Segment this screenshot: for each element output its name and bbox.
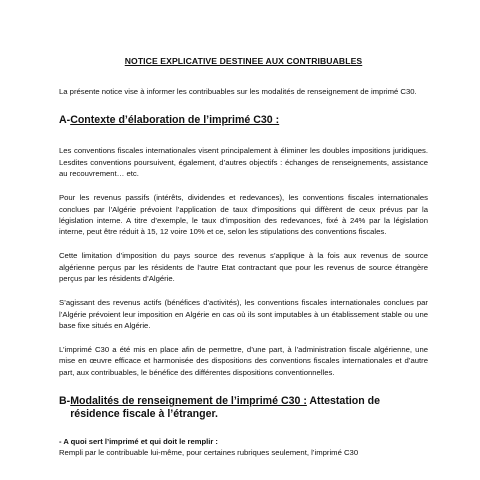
section-b-paragraph-1: Rempli par le contribuable lui-même, pour certaines rubriques seulement, l’imprimé C30 <box>59 448 359 458</box>
intro-paragraph: La présente notice vise à informer les contribuables sur les modalités de renseignement de imprimé C30. <box>59 87 417 96</box>
section-a-title: Contexte d’élaboration de l’imprimé C30 : <box>70 114 280 127</box>
section-a-paragraph-1: Les conventions fiscales internationales visent principalement à éliminer les doubles impositions juridiques. Lesdites conventions poursuivent, également, d’autres objectifs : échanges de renseignements, assistance au recouvrement… etc. <box>59 146 428 179</box>
document-title: NOTICE EXPLICATIVE DESTINEE AUX CONTRIBUABLES <box>124 56 363 66</box>
section-b-letter: B- <box>59 395 71 408</box>
section-a-paragraph-2: Pour les revenus passifs (intérêts, dividendes et redevances), les conventions fiscales internationales conclues par l’Algérie prévoient l’application de taux d’impositions qui diffèrent de ceux prévus par la législation interne. A titre d’exemple, le taux d’imposition des redevances, fixé à 24% par la législation interne, peut être réduit à 15, 12 voire 10% et ce, selon les stipulations des conventions fiscales. <box>59 193 428 237</box>
section-a-paragraph-5: L’imprimé C30 a été mis en place afin de permettre, d’une part, à l’administration fiscale algérienne, une mise en œuvre efficace et harmonisée des dispositions des conventions fiscales internationales et d’autre part, aux contribuables, le bénéfice des différentes dispositions conventionnelles. <box>59 345 428 377</box>
section-a-heading <box>59 114 428 127</box>
section-b-subtitle: Attestation de résidence fiscale à l’étranger. <box>70 395 381 421</box>
section-b-title: Modalités de renseignement de l’imprimé C30 : <box>70 395 307 408</box>
section-a-letter: A- <box>59 114 71 127</box>
section-b-heading <box>59 395 428 421</box>
section-a-paragraph-4: S’agissant des revenus actifs (bénéfices d’activités), les conventions fiscales internationales conclues par l’Algérie prévoient leur imposition en Algérie en cas où ils sont imputables à un établissement stable ou une base fixe situés en Algérie. <box>59 298 428 331</box>
section-a-paragraph-3: Cette limitation d’imposition du pays source des revenus s’applique à la fois aux revenus de source algérienne perçus par les résidents de l’autre Etat contractant que pour les revenus de source étrangère perçus par les résidents d’Algérie. <box>59 251 428 284</box>
section-b-question: - A quoi sert l’imprimé et qui doit le remplir : <box>59 437 218 447</box>
